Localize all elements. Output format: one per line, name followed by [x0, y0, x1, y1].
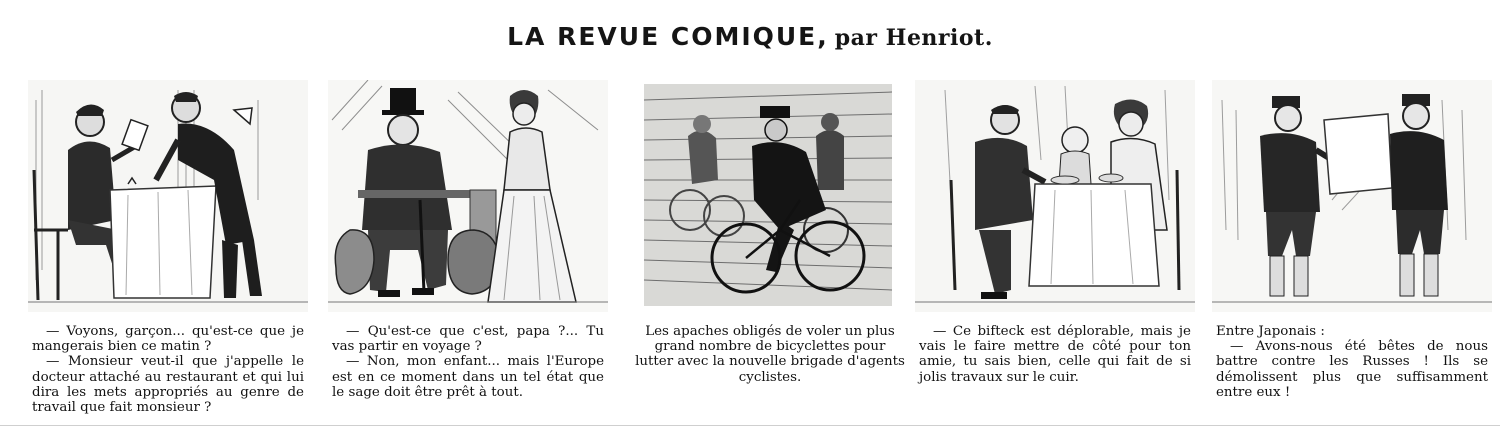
panel-2 — [328, 80, 608, 430]
panel-4 — [915, 80, 1195, 430]
caption-paragraph: Les apaches obligés de voler un plus grand nombre de bicyclettes pour lutter avec la nouvelle brigade d'agents cyclistes. — [635, 324, 905, 385]
illustration-dinner-table-drawing — [915, 80, 1195, 312]
caption — [919, 324, 1191, 385]
panel-1 — [28, 80, 308, 430]
title-text: LA REVUE COMIQUE, — [507, 22, 829, 51]
caption-paragraph: — Avons-nous été bêtes de nous battre contre les Russes ! Ils se démolissent plus que suffisamment entre eux ! — [1216, 339, 1488, 400]
illustration-cyclists-drawing — [630, 80, 910, 312]
caption-paragraph: — Non, mon enfant... mais l'Europe est en ce moment dans un tel état que le sage doit être prêt à tout. — [332, 354, 604, 400]
caption-paragraph: — Monsieur veut-il que j'appelle le docteur attaché au restaurant et qui lui dira les mets appropriés au genre de travail que fait monsieur ? — [32, 354, 304, 416]
bottom-rule — [0, 425, 1500, 426]
caption-paragraph: — Qu'est-ce que c'est, papa ?... Tu vas partir en voyage ? — [332, 324, 604, 355]
byline: par Henriot. — [834, 25, 993, 51]
panel-5 — [1212, 80, 1492, 430]
panel-3 — [630, 80, 910, 430]
illustration-soldiers — [1212, 80, 1492, 312]
illustration-dinner-table — [915, 80, 1195, 312]
illustration-departure-drawing — [328, 80, 608, 312]
illustration-restaurant-drawing — [28, 80, 308, 312]
illustration-soldiers-drawing — [1212, 80, 1492, 312]
caption-paragraph: — Ce bifteck est déplorable, mais je vais le faire mettre de côté pour ton amie, tu sais bien, celle qui fait de si jolis travaux sur le cuir. — [919, 324, 1191, 385]
caption-paragraph: Entre Japonais : — [1216, 324, 1325, 339]
caption — [1216, 324, 1488, 400]
caption — [634, 324, 906, 385]
page-title — [0, 22, 1500, 51]
caption — [32, 324, 304, 415]
caption — [332, 324, 604, 400]
caption-paragraph: — Voyons, garçon... qu'est-ce que je mangerais bien ce matin ? — [32, 324, 304, 355]
illustration-cyclists — [630, 80, 910, 312]
illustration-departure — [328, 80, 608, 312]
illustration-restaurant — [28, 80, 308, 312]
